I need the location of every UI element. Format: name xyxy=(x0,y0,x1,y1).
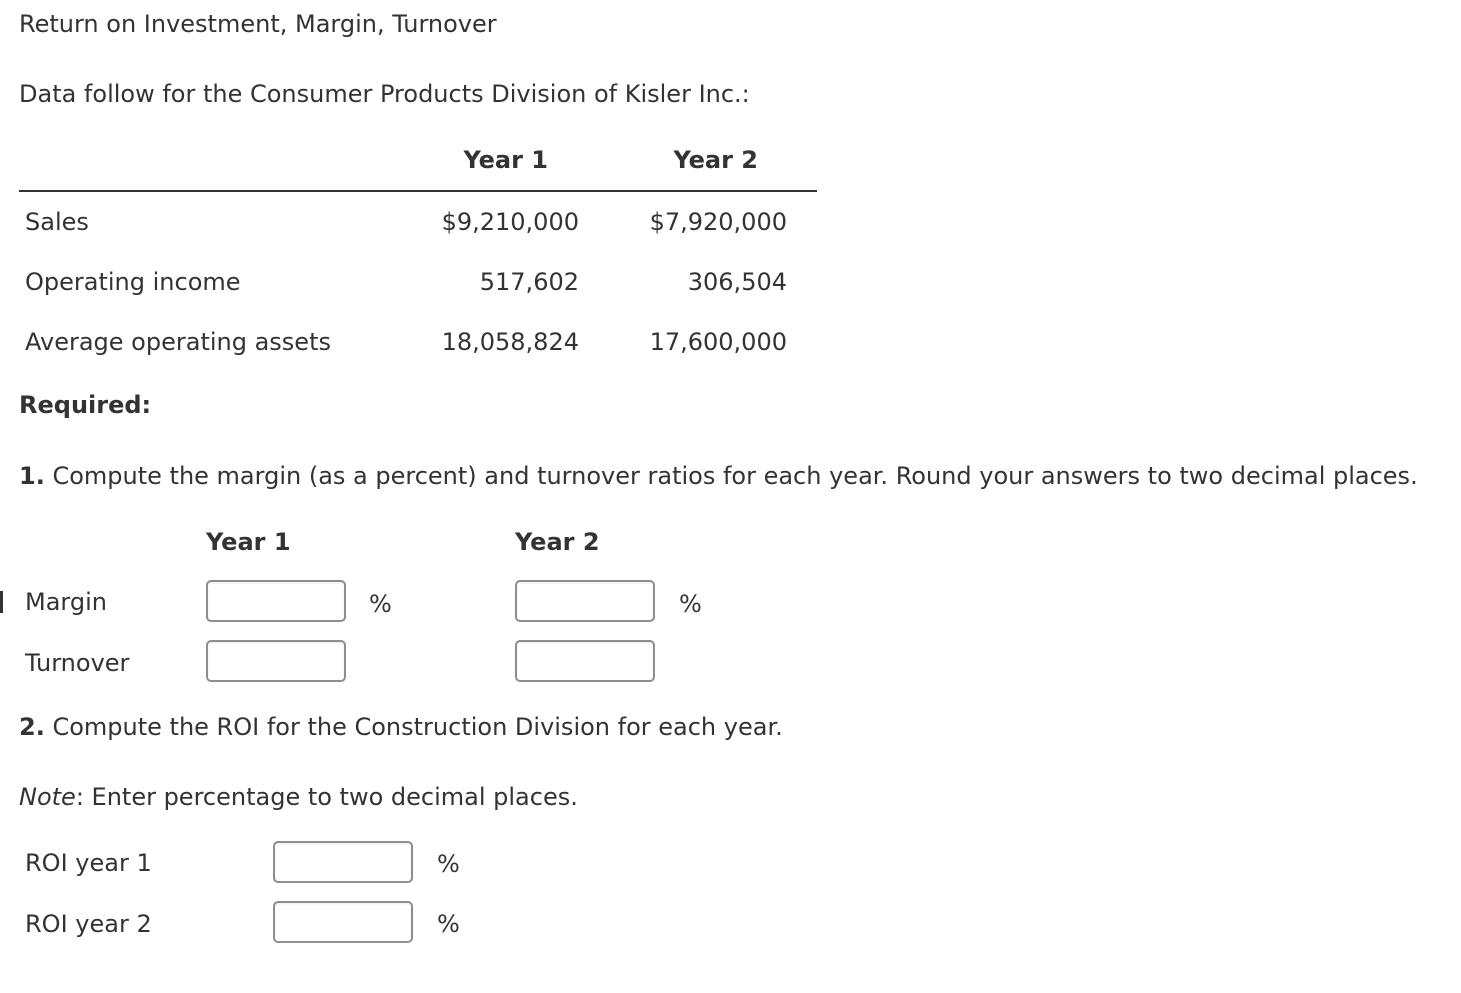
operating-income-year-2: 306,504 xyxy=(687,268,787,296)
operating-income-year-1: 517,602 xyxy=(479,268,579,296)
column-header-year-2: Year 2 xyxy=(673,146,758,174)
row-label-roi-year-1: ROI year 1 xyxy=(25,849,152,877)
margin-year-1-input[interactable] xyxy=(206,580,346,622)
row-label-average-operating-assets: Average operating assets xyxy=(25,328,331,356)
question-2-number: 2. xyxy=(19,713,45,741)
note-label: Note xyxy=(19,783,76,811)
note-text xyxy=(19,783,578,811)
average-operating-assets-year-2: 17,600,000 xyxy=(649,328,787,356)
question-1-number: 1. xyxy=(19,462,45,490)
q1-column-header-year-1: Year 1 xyxy=(206,528,291,556)
row-label-sales: Sales xyxy=(25,208,89,236)
note-body: : Enter percentage to two decimal places. xyxy=(75,783,578,811)
roi-year-1-unit: % xyxy=(437,850,460,878)
question-1 xyxy=(19,462,1418,490)
sales-year-1: $9,210,000 xyxy=(441,208,579,236)
row-label-roi-year-2: ROI year 2 xyxy=(25,910,152,938)
average-operating-assets-year-1: 18,058,824 xyxy=(441,328,579,356)
sales-year-2: $7,920,000 xyxy=(649,208,787,236)
roi-year-1-input[interactable] xyxy=(273,841,413,883)
column-header-year-1: Year 1 xyxy=(463,146,548,174)
roi-year-2-input[interactable] xyxy=(273,901,413,943)
margin-year-2-input[interactable] xyxy=(515,580,655,622)
roi-year-2-unit: % xyxy=(437,910,460,938)
q1-column-header-year-2: Year 2 xyxy=(515,528,600,556)
page-title: Return on Investment, Margin, Turnover xyxy=(19,10,497,38)
row-label-operating-income: Operating income xyxy=(25,268,241,296)
turnover-year-1-input[interactable] xyxy=(206,640,346,682)
turnover-year-2-input[interactable] xyxy=(515,640,655,682)
margin-year-1-unit: % xyxy=(369,590,392,618)
question-1-text: Compute the margin (as a percent) and turnover ratios for each year. Round your answers to two decimal places. xyxy=(52,462,1418,490)
question-2-text: Compute the ROI for the Construction Division for each year. xyxy=(52,713,783,741)
row-label-turnover: Turnover xyxy=(25,649,130,677)
question-2 xyxy=(19,713,783,741)
intro-text: Data follow for the Consumer Products Division of Kisler Inc.: xyxy=(19,80,750,108)
row-label-margin: Margin xyxy=(25,588,107,616)
focus-marker xyxy=(0,591,3,613)
table-header-rule xyxy=(19,190,817,192)
margin-year-2-unit: % xyxy=(679,590,702,618)
required-heading: Required: xyxy=(19,391,152,419)
